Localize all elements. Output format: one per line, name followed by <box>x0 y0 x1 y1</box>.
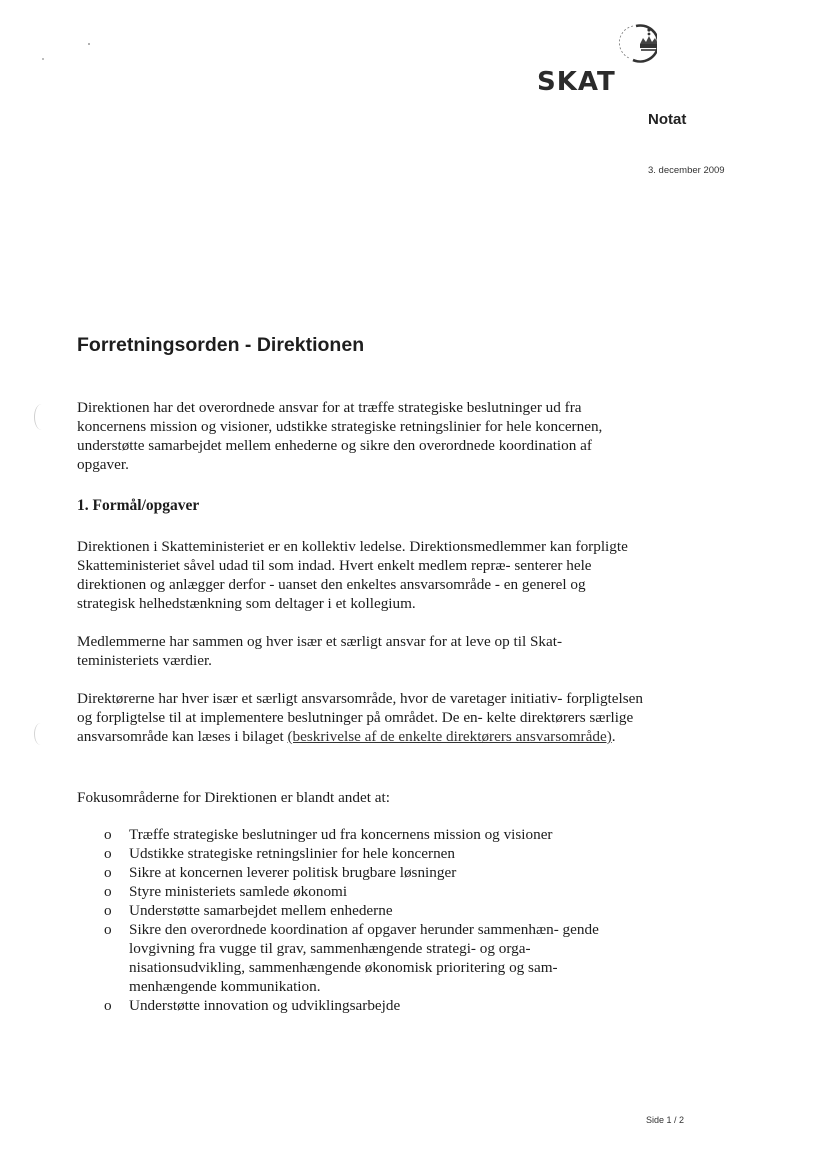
punch-hole-mark <box>34 404 49 430</box>
list-item: o Understøtte samarbejdet mellem enhederne <box>104 902 393 919</box>
bullet: o <box>104 921 112 938</box>
list-item: o Sikre den overordnede koordination af opgaver herunder sammenhæn- gende lovgivning fra vugge til grav, sammenhængende strategi- og orga- nisationsudvikling, sammenhængende økonomisk prioritering og sam- menhængende kommunikation. <box>104 921 599 995</box>
list-item: o Træffe strategiske beslutninger ud fra koncernens mission og visioner <box>104 826 553 843</box>
paragraph <box>77 689 647 746</box>
list-item: o Udstikke strategiske retningslinier for hele koncernen <box>104 845 456 862</box>
logo-wordmark: SKAT <box>537 67 616 97</box>
document-title: Forretningsorden - Direktionen <box>77 334 365 356</box>
crown-emblem-icon <box>619 26 657 62</box>
bullet: o <box>104 845 112 862</box>
scan-speck <box>42 58 44 60</box>
list-item: o Styre ministeriets samlede økonomi <box>104 883 348 900</box>
annex-link[interactable]: (beskrivelse af de enkelte direktørers ansvarsområde) <box>287 728 612 745</box>
scan-speck <box>88 43 90 45</box>
section-heading: 1. Formål/opgaver <box>77 497 200 514</box>
document-type: Notat <box>648 111 687 128</box>
paragraph: Medlemmerne har sammen og hver især et særligt ansvar for at leve op til Skat- teministeriets værdier. <box>77 633 563 669</box>
skat-logo <box>537 20 657 100</box>
bullet: o <box>104 864 112 881</box>
page-number: Side 1 / 2 <box>646 1115 685 1125</box>
focus-intro: Fokusområderne for Direktionen er blandt andet at: <box>77 789 390 806</box>
list-item: o Understøtte innovation og udviklingsarbejde <box>104 997 401 1014</box>
focus-list <box>104 825 624 1015</box>
intro-paragraph: Direktionen har det overordnede ansvar for at træffe strategiske beslutninger ud fra koncernens mission og visioner, udstikke strategiske retningslinier for hele koncernen, understøtte samarbejdet mellem enhederne og sikre den overordnede koordination af opgaver. <box>77 399 603 473</box>
bullet: o <box>104 883 112 900</box>
paragraph-text: Direktørerne har hver især et særligt ansvarsområde, hvor de varetager initiativ- forpligtelsen og forpligtelse til at implementere beslutninger på området. De en- kelte direktørers særlige ansvarsområde kan læses i bilaget <box>77 690 643 745</box>
list-item: o Sikre at koncernen leverer politisk brugbare løsninger <box>104 864 457 881</box>
document-date: 3. december 2009 <box>648 165 725 176</box>
bullet: o <box>104 997 112 1014</box>
punch-hole-mark <box>34 723 47 745</box>
bullet: o <box>104 826 112 843</box>
paragraph-end: . <box>611 728 616 745</box>
paragraph: Direktionen i Skatteministeriet er en kollektiv ledelse. Direktionsmedlemmer kan forpligte Skatteministeriet såvel udad til som indad. Hvert enkelt medlem repræ- senterer hele direktionen og anlægger derfor - uanset den enkeltes ansvarsområde - en generel og strategisk helhedstænkning som deltager i et kollegium. <box>77 538 628 612</box>
bullet: o <box>104 902 112 919</box>
